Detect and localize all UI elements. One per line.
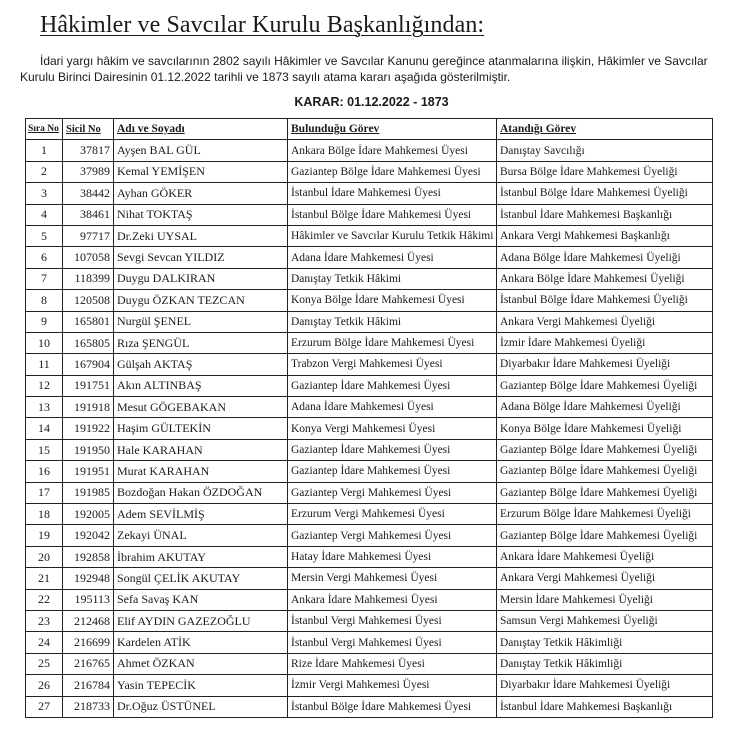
cell-adi-soyadi: Haşim GÜLTEKİN [114,418,288,439]
cell-adi-soyadi: Ayhan GÖKER [114,183,288,204]
table-row [26,482,713,503]
cell-bulundugu-gorev: Adana İdare Mahkemesi Üyesi [288,397,497,418]
table-row [26,375,713,396]
cell-adi-soyadi: Dr.Zeki UYSAL [114,225,288,246]
cell-atandigi-gorev: Gaziantep Bölge İdare Mahkemesi Üyeliği [497,439,713,460]
table-row [26,268,713,289]
cell-sira-no: 1 [26,140,63,161]
cell-atandigi-gorev: Ankara Vergi Mahkemesi Üyeliği [497,568,713,589]
cell-atandigi-gorev: Diyarbakır İdare Mahkemesi Üyeliği [497,675,713,696]
table-row [26,525,713,546]
cell-bulundugu-gorev: Adana İdare Mahkemesi Üyesi [288,247,497,268]
cell-sicil-no: 38442 [63,183,114,204]
cell-adi-soyadi: Nurgül ŞENEL [114,311,288,332]
table-row [26,183,713,204]
cell-sira-no: 6 [26,247,63,268]
table-row [26,632,713,653]
cell-atandigi-gorev: Ankara İdare Mahkemesi Üyeliği [497,546,713,567]
table-row [26,140,713,161]
cell-sicil-no: 191918 [63,397,114,418]
cell-bulundugu-gorev: İstanbul Bölge İdare Mahkemesi Üyesi [288,696,497,717]
table-row [26,247,713,268]
cell-sira-no: 12 [26,375,63,396]
cell-adi-soyadi: Ahmet ÖZKAN [114,653,288,674]
cell-sicil-no: 192858 [63,546,114,567]
header-adi-soyadi: Adı ve Soyadı [114,119,288,140]
cell-bulundugu-gorev: Hatay İdare Mahkemesi Üyesi [288,546,497,567]
cell-bulundugu-gorev: İstanbul Vergi Mahkemesi Üyesi [288,632,497,653]
cell-adi-soyadi: İbrahim AKUTAY [114,546,288,567]
table-row [26,589,713,610]
cell-sira-no: 11 [26,354,63,375]
cell-sira-no: 15 [26,439,63,460]
cell-adi-soyadi: Murat KARAHAN [114,461,288,482]
cell-atandigi-gorev: Mersin İdare Mahkemesi Üyeliği [497,589,713,610]
cell-atandigi-gorev: Ankara Vergi Mahkemesi Üyeliği [497,311,713,332]
cell-adi-soyadi: Adem SEVİLMİŞ [114,504,288,525]
cell-sicil-no: 167904 [63,354,114,375]
cell-sicil-no: 165801 [63,311,114,332]
cell-bulundugu-gorev: Rize İdare Mahkemesi Üyesi [288,653,497,674]
cell-sira-no: 22 [26,589,63,610]
cell-sicil-no: 37989 [63,161,114,182]
table-body [26,140,713,718]
cell-sicil-no: 192005 [63,504,114,525]
cell-sicil-no: 192948 [63,568,114,589]
cell-bulundugu-gorev: Trabzon Vergi Mahkemesi Üyesi [288,354,497,375]
cell-bulundugu-gorev: Danıştay Tetkik Hâkimi [288,311,497,332]
cell-bulundugu-gorev: Ankara İdare Mahkemesi Üyesi [288,589,497,610]
cell-sicil-no: 118399 [63,268,114,289]
decision-heading: KARAR: 01.12.2022 - 1873 [294,95,449,109]
cell-sicil-no: 165805 [63,332,114,353]
cell-sira-no: 23 [26,610,63,631]
cell-bulundugu-gorev: Konya Bölge İdare Mahkemesi Üyesi [288,290,497,311]
cell-atandigi-gorev: Danıştay Tetkik Hâkimliği [497,653,713,674]
cell-sira-no: 4 [26,204,63,225]
cell-atandigi-gorev: Adana Bölge İdare Mahkemesi Üyeliği [497,247,713,268]
header-sira-no: Sıra No [26,119,63,140]
cell-adi-soyadi: Bozdoğan Hakan ÖZDOĞAN [114,482,288,503]
cell-sira-no: 18 [26,504,63,525]
cell-bulundugu-gorev: Hâkimler ve Savcılar Kurulu Tetkik Hâkimi [288,225,497,246]
table-row [26,332,713,353]
cell-sira-no: 3 [26,183,63,204]
cell-bulundugu-gorev: İstanbul Bölge İdare Mahkemesi Üyesi [288,204,497,225]
table-row [26,204,713,225]
cell-atandigi-gorev: Erzurum Bölge İdare Mahkemesi Üyeliği [497,504,713,525]
cell-sira-no: 26 [26,675,63,696]
intro-paragraph: İdari yargı hâkim ve savcılarının 2802 sayılı Hâkimler ve Savcılar Kanunu gereğince atanmalarına ilişkin, Hâkimler ve Savcılar Kurulu Birinci Dairesinin 01.12.2022 tarihli ve 1873 sayılı atama kararı aşağıda gösterilmiştir. [20,54,708,84]
cell-atandigi-gorev: Konya Bölge İdare Mahkemesi Üyeliği [497,418,713,439]
page-title: Hâkimler ve Savcılar Kurulu Başkanlığından: [40,12,485,38]
cell-bulundugu-gorev: Gaziantep Bölge İdare Mahkemesi Üyesi [288,161,497,182]
table-row [26,546,713,567]
cell-bulundugu-gorev: Gaziantep Vergi Mahkemesi Üyesi [288,525,497,546]
cell-adi-soyadi: Hale KARAHAN [114,439,288,460]
cell-sicil-no: 191751 [63,375,114,396]
cell-adi-soyadi: Ayşen BAL GÜL [114,140,288,161]
cell-atandigi-gorev: Gaziantep Bölge İdare Mahkemesi Üyeliği [497,482,713,503]
cell-bulundugu-gorev: Gaziantep İdare Mahkemesi Üyesi [288,439,497,460]
cell-adi-soyadi: Nihat TOKTAŞ [114,204,288,225]
table-row [26,568,713,589]
header-bulundugu-gorev: Bulunduğu Görev [288,119,497,140]
cell-adi-soyadi: Duygu DALKIRAN [114,268,288,289]
cell-atandigi-gorev: Gaziantep Bölge İdare Mahkemesi Üyeliği [497,461,713,482]
cell-bulundugu-gorev: Ankara Bölge İdare Mahkemesi Üyesi [288,140,497,161]
cell-adi-soyadi: Mesut GÖGEBAKAN [114,397,288,418]
table-row [26,225,713,246]
cell-sicil-no: 37817 [63,140,114,161]
cell-sira-no: 27 [26,696,63,717]
cell-sira-no: 9 [26,311,63,332]
table-row [26,354,713,375]
cell-sira-no: 16 [26,461,63,482]
cell-sira-no: 24 [26,632,63,653]
table-row [26,696,713,717]
appointments-table [25,118,713,718]
cell-adi-soyadi: Gülşah AKTAŞ [114,354,288,375]
cell-atandigi-gorev: Gaziantep Bölge İdare Mahkemesi Üyeliği [497,525,713,546]
cell-atandigi-gorev: İstanbul İdare Mahkemesi Başkanlığı [497,696,713,717]
cell-adi-soyadi: Kemal YEMİŞEN [114,161,288,182]
cell-atandigi-gorev: Gaziantep Bölge İdare Mahkemesi Üyeliği [497,375,713,396]
table-row [26,311,713,332]
cell-sira-no: 19 [26,525,63,546]
cell-atandigi-gorev: Diyarbakır İdare Mahkemesi Üyeliği [497,354,713,375]
cell-adi-soyadi: Duygu ÖZKAN TEZCAN [114,290,288,311]
table-row [26,290,713,311]
cell-atandigi-gorev: Ankara Bölge İdare Mahkemesi Üyeliği [497,268,713,289]
cell-bulundugu-gorev: İstanbul Vergi Mahkemesi Üyesi [288,610,497,631]
table-row [26,504,713,525]
cell-sira-no: 25 [26,653,63,674]
header-sicil-no: Sicil No [63,119,114,140]
cell-adi-soyadi: Yasin TEPECİK [114,675,288,696]
cell-bulundugu-gorev: Mersin Vergi Mahkemesi Üyesi [288,568,497,589]
cell-adi-soyadi: Songül ÇELİK AKUTAY [114,568,288,589]
cell-adi-soyadi: Sefa Savaş KAN [114,589,288,610]
cell-sicil-no: 216784 [63,675,114,696]
cell-bulundugu-gorev: Gaziantep Vergi Mahkemesi Üyesi [288,482,497,503]
table-row [26,461,713,482]
table-row [26,161,713,182]
cell-bulundugu-gorev: Gaziantep İdare Mahkemesi Üyesi [288,461,497,482]
cell-bulundugu-gorev: İzmir Vergi Mahkemesi Üyesi [288,675,497,696]
cell-sicil-no: 212468 [63,610,114,631]
cell-sicil-no: 107058 [63,247,114,268]
cell-atandigi-gorev: Danıştay Tetkik Hâkimliği [497,632,713,653]
cell-sicil-no: 191951 [63,461,114,482]
table-row [26,397,713,418]
cell-atandigi-gorev: İstanbul Bölge İdare Mahkemesi Üyeliği [497,183,713,204]
table-row [26,675,713,696]
cell-sicil-no: 191985 [63,482,114,503]
cell-adi-soyadi: Dr.Oğuz ÜSTÜNEL [114,696,288,717]
table-row [26,610,713,631]
cell-sicil-no: 191922 [63,418,114,439]
table-header-row [26,119,713,140]
table-row [26,439,713,460]
cell-atandigi-gorev: İstanbul Bölge İdare Mahkemesi Üyeliği [497,290,713,311]
cell-atandigi-gorev: Adana Bölge İdare Mahkemesi Üyeliği [497,397,713,418]
cell-bulundugu-gorev: Erzurum Vergi Mahkemesi Üyesi [288,504,497,525]
cell-sira-no: 20 [26,546,63,567]
cell-atandigi-gorev: İzmir İdare Mahkemesi Üyeliği [497,332,713,353]
cell-sicil-no: 191950 [63,439,114,460]
cell-sira-no: 13 [26,397,63,418]
cell-atandigi-gorev: Danıştay Savcılığı [497,140,713,161]
cell-sira-no: 8 [26,290,63,311]
cell-atandigi-gorev: Ankara Vergi Mahkemesi Başkanlığı [497,225,713,246]
cell-sira-no: 7 [26,268,63,289]
cell-adi-soyadi: Kardelen ATİK [114,632,288,653]
cell-sira-no: 17 [26,482,63,503]
cell-bulundugu-gorev: Konya Vergi Mahkemesi Üyesi [288,418,497,439]
table-row [26,418,713,439]
cell-bulundugu-gorev: Danıştay Tetkik Hâkimi [288,268,497,289]
cell-atandigi-gorev: Samsun Vergi Mahkemesi Üyeliği [497,610,713,631]
cell-adi-soyadi: Rıza ŞENGÜL [114,332,288,353]
cell-sicil-no: 97717 [63,225,114,246]
cell-atandigi-gorev: Bursa Bölge İdare Mahkemesi Üyeliği [497,161,713,182]
cell-bulundugu-gorev: Erzurum Bölge İdare Mahkemesi Üyesi [288,332,497,353]
cell-sicil-no: 120508 [63,290,114,311]
cell-sicil-no: 38461 [63,204,114,225]
cell-sira-no: 10 [26,332,63,353]
cell-bulundugu-gorev: Gaziantep İdare Mahkemesi Üyesi [288,375,497,396]
cell-sira-no: 21 [26,568,63,589]
cell-sicil-no: 216699 [63,632,114,653]
cell-adi-soyadi: Zekayi ÜNAL [114,525,288,546]
cell-sira-no: 2 [26,161,63,182]
cell-sira-no: 5 [26,225,63,246]
cell-sira-no: 14 [26,418,63,439]
cell-bulundugu-gorev: İstanbul İdare Mahkemesi Üyesi [288,183,497,204]
cell-atandigi-gorev: İstanbul İdare Mahkemesi Başkanlığı [497,204,713,225]
cell-sicil-no: 216765 [63,653,114,674]
cell-adi-soyadi: Elif AYDIN GAZEZOĞLU [114,610,288,631]
header-atandigi-gorev: Atandığı Görev [497,119,713,140]
cell-sicil-no: 218733 [63,696,114,717]
cell-sicil-no: 195113 [63,589,114,610]
table-row [26,653,713,674]
cell-sicil-no: 192042 [63,525,114,546]
cell-adi-soyadi: Sevgi Sevcan YILDIZ [114,247,288,268]
cell-adi-soyadi: Akın ALTINBAŞ [114,375,288,396]
